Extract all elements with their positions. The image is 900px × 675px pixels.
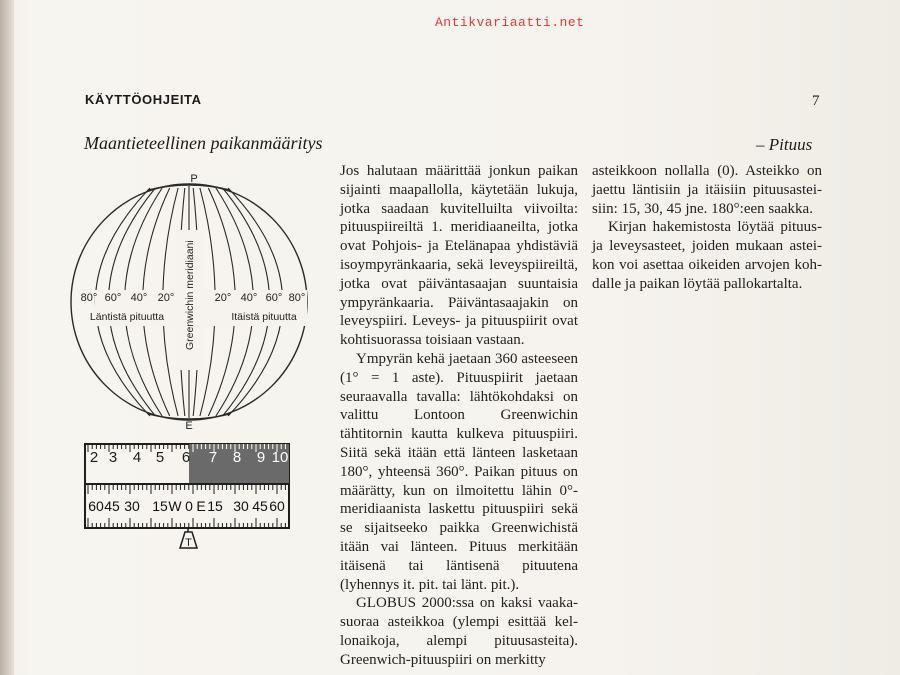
east-degree-label: 20°	[214, 292, 232, 304]
south-pole-label: E	[185, 420, 193, 432]
degree-label: E	[196, 498, 206, 514]
hour-label: 10	[271, 449, 289, 466]
east-longitude-label: Itäistä pituutta	[231, 311, 297, 323]
degree-label: 30	[124, 498, 140, 514]
hour-label: 3	[108, 449, 118, 466]
paragraph: Ympyrän kehä jaetaan 360 asteeseen (1° = 1 aste). Pituuspiirit jaetaan seuraavalla tavalla: lähtökohdaksi on valittu Lontoon Greenwichin tähtitornin kautta kulkeva pituuspiiri. Siitä sekä itään että länteen lasketaan 180°, yhteensä 360°. Paikan pituus on määrätty, kun on ilmoitettu lähin 0°-meridiaanista laskettu pituuspiiri sekä se sijaitseeko paikka Greenwichistä itään vai länteen. Pituus merkitään itäisenä tai läntisenä pituutena (lyhennys it. pit. tai länt. pit.).	[340, 350, 578, 593]
east-degree-label: 40°	[240, 292, 258, 304]
hour-label: 4	[132, 449, 142, 466]
west-degree-label: 40°	[130, 292, 148, 304]
paragraph: Kirjan hakemistosta löytää pituus- ja leveysasteet, joiden mukaan asteikon voi asettaa oikeiden arvojen kohdalle ja paikan löytää pallokartalta.	[592, 219, 822, 292]
greenwich-meridian-label: Greenwichin meridiaani	[184, 240, 196, 350]
hour-label: 6	[181, 449, 191, 466]
degree-labels	[88, 498, 285, 514]
hour-labels	[90, 449, 289, 466]
west-degree-label: 60°	[104, 292, 122, 304]
east-degree-label: 80°	[288, 292, 306, 304]
west-longitude-label: Läntistä pituutta	[89, 311, 165, 323]
east-degree-label: 60°	[265, 292, 283, 304]
degree-label: 15	[207, 498, 223, 514]
watermark: Antikvariaatti.net	[435, 15, 585, 30]
degree-label: 60	[88, 498, 104, 514]
hour-label: 5	[155, 449, 165, 466]
degree-label: 0	[185, 498, 193, 514]
text-column-2	[592, 162, 822, 294]
section-title: Maantieteellinen paikanmääritys	[84, 133, 323, 153]
west-degree-label: 80°	[80, 292, 98, 304]
degree-label: 60	[269, 498, 285, 514]
subsection-title: – Pituus	[756, 135, 813, 154]
west-degree-label: 20°	[157, 292, 175, 304]
hour-label: 8	[232, 449, 242, 466]
time-longitude-scale	[85, 444, 289, 549]
hour-label: 9	[256, 449, 266, 466]
degree-label: 45	[252, 498, 268, 514]
degree-label: 15	[152, 498, 168, 514]
page-number: 7	[812, 93, 820, 109]
hour-label: 7	[208, 449, 218, 466]
degree-label: 45	[104, 498, 120, 514]
degree-label: 30	[233, 498, 249, 514]
section-header: KÄYTTÖOHJEITA	[85, 92, 202, 107]
paragraph: asteikkoon nollalla (0). Asteikko on jaettu läntisiin ja itäisiin pituusasteisiin: 15, 30, 45 jne. 180°:een saakka.	[592, 163, 822, 217]
scale-pointer-label: T	[185, 537, 192, 549]
paragraph: Jos halutaan määrittää jonkun paikan sijainti maapallolla, käytetään lukuja, jotka saadaan kuvitelluilta viivoilta: pituuspiireiltä 1. meridiaaneilta, jotka ovat Pohjois- ja Etelänapaa yhdistäviä isoympyränkaaria, sekä leveyspiireiltä, jotka ovat päiväntasaajan suuntaisia ympyränkaaria. Päiväntasaajakin on leveyspiiri. Leveys- ja pituuspiirit ovat kohtisuorassa toisiaan vastaan.	[340, 163, 578, 349]
hour-label: 2	[89, 449, 99, 466]
north-pole-label: P	[190, 173, 198, 185]
paragraph: GLOBUS 2000:ssa on kaksi vaakasuoraa asteikkoa (ylempi esittää kellonaikoja, alempi pituusasteita). Greenwich-pituuspiiri on merkitty	[340, 595, 578, 668]
text-column-1	[340, 162, 578, 670]
degree-label: W	[168, 498, 182, 514]
